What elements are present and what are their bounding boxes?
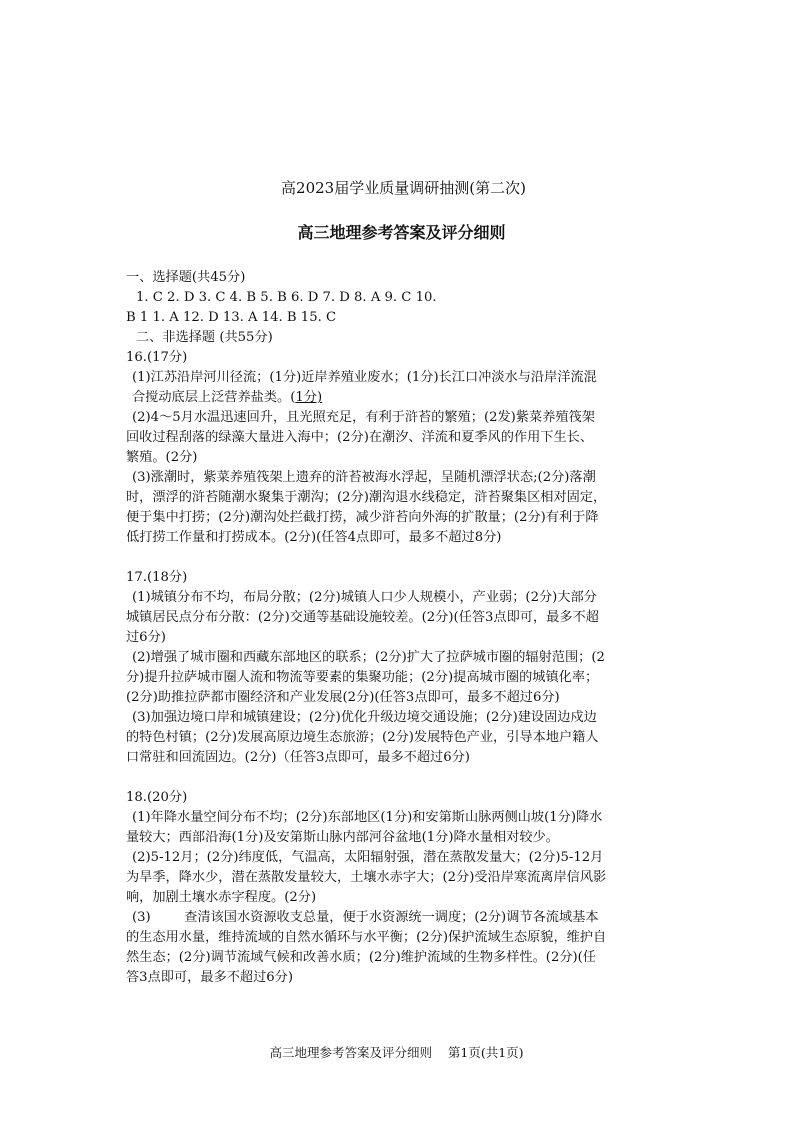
q17-line: 的特色村镇；(2分)发展高原边境生态旅游；(2分)发展特色产业，引导本地户籍人 (126, 730, 599, 745)
q17-line: (2)增强了城市圈和西藏东部地区的联系；(2分)扩大了拉萨城市圈的辐射范围；(2 (132, 650, 605, 665)
q16-line (126, 388, 672, 408)
answer-body (126, 268, 672, 988)
q16-line: (3)涨潮时，紫菜养殖筏架上遗弃的浒苔被海水浮起，呈随机漂浮状态;(2分)落潮 (132, 470, 596, 485)
q17-line: 口常驻和回流固边。(2分)（任答3点即可，最多不超过6分) (126, 750, 470, 765)
q16-line: 低打捞工作量和打捞成本。(2分)(任答4点即可，最多不超过8分) (126, 530, 502, 545)
q18-line: 响，加剧土壤水赤字程度。(2分) (126, 890, 317, 905)
spacer (126, 548, 672, 568)
q18-line: 然生态；(2分)调节流域气候和改善水质；(2分)维护流域的生物多样性。(2分)(任 (126, 950, 596, 965)
q17-line: 过6分) (126, 630, 166, 645)
q16-line: (1)江苏沿岸河川径流；(1分)近岸养殖业废水；(1分)长江口冲淡水与沿岸洋流混 (132, 370, 597, 385)
q17-header: 17.(18分) (126, 570, 188, 585)
choice-answers-line-1: 1. C 2. D 3. C 4. B 5. B 6. D 7. D 8. A 9. C 10. (136, 290, 437, 305)
section2-heading: 二、非选择题 (共55分) (136, 330, 273, 345)
q17-line: (2分)助推拉萨都市圈经济和产业发展(2分)(任答3点即可，最多不超过6分) (126, 690, 560, 705)
choice-answers-line-2: B 1 1. A 12. D 13. A 14. B 15. C (126, 310, 337, 325)
section1-heading: 一、选择题(共45分) (126, 270, 246, 285)
q18-line: (1)年降水量空间分布不均；(2分)东部地区(1分)和安第斯山脉两侧山坡(1分)降水 (132, 810, 603, 825)
q16-line: 便于集中打捞；(2分)潮沟处拦截打捞，减少浒苔向外海的扩散量；(2分)有利于降 (126, 510, 599, 525)
q17-line: (1)城镇分布不均，布局分散；(2分)城镇人口少人规模小，产业弱；(2分)大部分 (132, 590, 597, 605)
q16-line: (2)4～5月水温迅速回升，且光照充足，有利于浒苔的繁殖；(2发)紫菜养殖筏架 (132, 410, 595, 425)
exam-title: 高2023届学业质量调研抽测(第二次) (281, 179, 526, 197)
q16-line: 回收过程刮落的绿藻大量进入海中；(2分)在潮汐、洋流和夏季风的作用下生长、 (126, 430, 594, 445)
q18-line: (3) 查清该国水资源收支总量，便于水资源统一调度；(2分)调节各流域基本 (132, 910, 599, 925)
q18-line: 量较大；西部沿海(1分)及安第斯山脉内部河谷盆地(1分)降水量相对较少。 (126, 830, 559, 845)
q17-line: (3)加强边境口岸和城镇建设；(2分)优化升级边境交通设施；(2分)建设固边戍边 (132, 710, 597, 725)
q18-line: (2)5-12月；(2分)纬度低，气温高，太阳辐射强，潜在蒸散发量大；(2分)5-12月 (132, 850, 604, 865)
page-footer: 高三地理参考答案及评分细则 第1页(共1页) (269, 1045, 524, 1060)
q16-line: 繁殖。(2分) (126, 450, 198, 465)
q18-line: 的生态用水量，维持流域的自然水循环与水平衡；(2分)保护流域生态原貌，维护自 (126, 930, 607, 945)
q18-line: 答3点即可，最多不超过6分) (126, 970, 293, 985)
spacer (126, 768, 672, 788)
q16-line-text: 合搅动底层上泛营养盐类。( (132, 390, 296, 405)
q17-line: 分)提升拉萨城市圈人流和物流等要素的集聚功能；(2分)提高城市圈的城镇化率； (126, 670, 599, 685)
q16-line: 时，漂浮的浒苔随潮水聚集于潮沟；(2分)潮沟退水线稳定，浒苔聚集区相对固定， (126, 490, 607, 505)
document-subtitle: 高三地理参考答案及评分细则 (297, 223, 506, 242)
q16-underlined-score: 1分) (295, 390, 323, 405)
q18-line: 为旱季，降水少，潜在蒸散发量较大，土壤水赤字大；(2分)受沿岸寒流离岸信风影 (126, 870, 607, 885)
q16-header: 16.(17分) (126, 350, 188, 365)
q18-header: 18.(20分) (126, 790, 188, 805)
q17-line: 城镇居民点分布分散：(2分)交通等基础设施较差。(2分)(任答3点即可，最多不超 (126, 610, 599, 625)
